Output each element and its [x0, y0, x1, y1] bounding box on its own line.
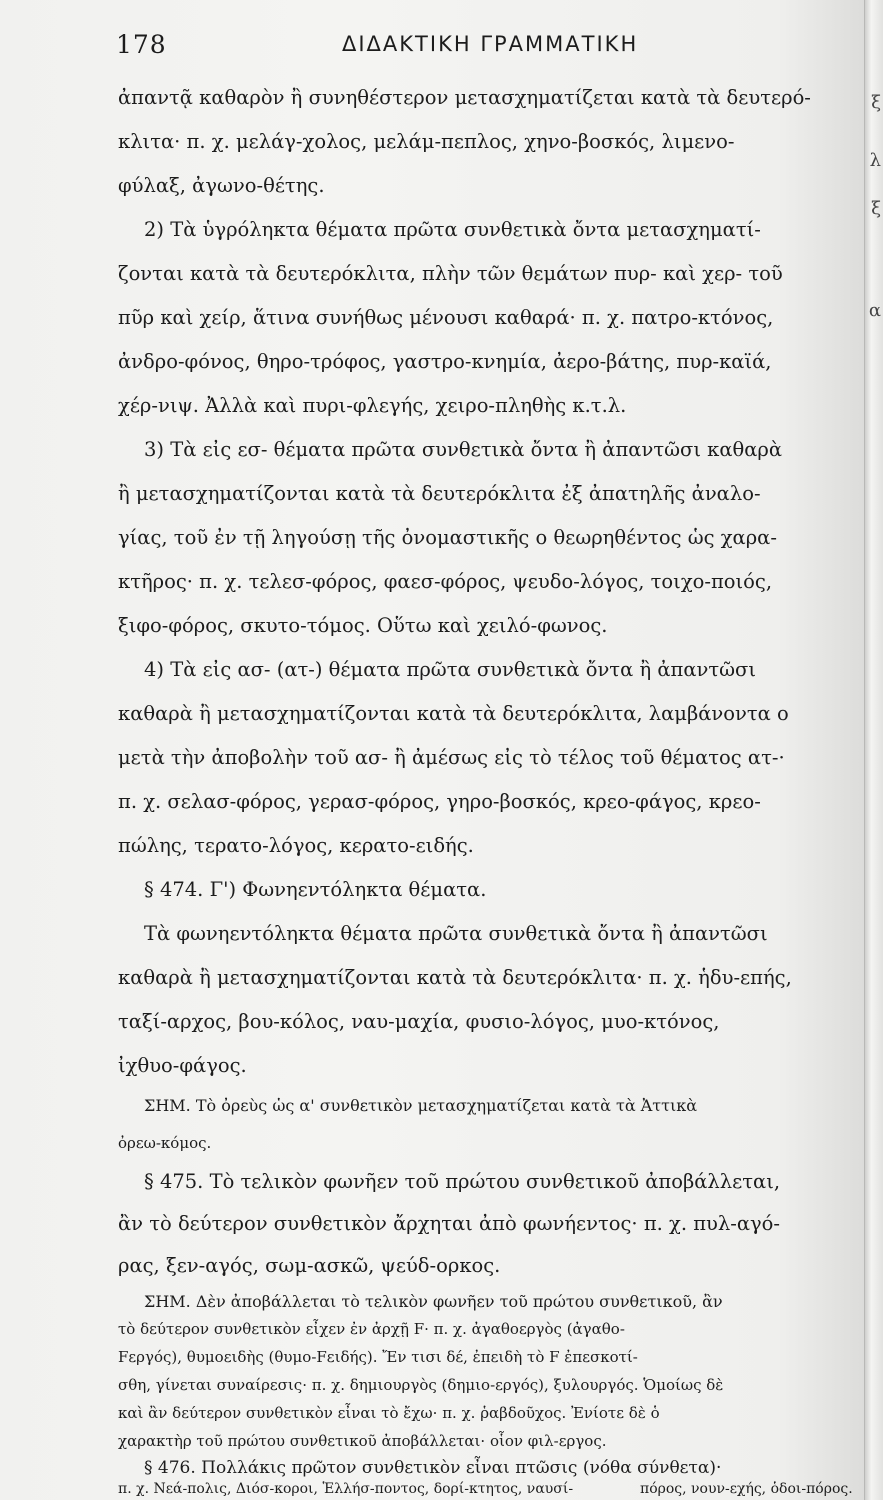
note-line: τὸ δεύτερον συνθετικὸν εἶχεν ἐν ἀρχῇ F· π. χ. ἀγαθοεργὸς (ἀγαθο-	[118, 1320, 625, 1338]
text-line: 2) Τὰ ὑγρόληκτα θέματα πρῶτα συνθετικὰ ὄντα μετασχηματί-	[144, 218, 761, 241]
section-heading: § 475. Τὸ τελικὸν φωνῆεν τοῦ πρώτου συνθετικοῦ ἀποβάλλεται,	[144, 1170, 781, 1193]
text-line: Τὰ φωνηεντόληκτα θέματα πρῶτα συνθετικὰ ὄντα ἢ ἀπαντῶσι	[144, 922, 768, 945]
adjacent-page-edge: ξ λ ξ α	[864, 0, 883, 1500]
note-line: σθη, γίνεται συναίρεσις· π. χ. δημιουργὸς (δημιο-εργός), ξυλουργός. Ὁμοίως δὲ	[118, 1376, 724, 1394]
text-line: γίας, τοῦ ἐν τῇ ληγούσῃ τῆς ὀνομαστικῆς ο θεωρηθέντος ὡς χαρα-	[118, 526, 777, 549]
text-line: πώλης, τερατο-λόγος, κερατο-ειδής.	[118, 834, 474, 857]
page-number: 178	[116, 30, 167, 59]
text-line: ἀπαντᾷ καθαρὸν ἢ συνηθέστερον μετασχηματίζεται κατὰ τὰ δευτερό-	[118, 86, 811, 109]
text-line: ἢ μετασχηματίζονται κατὰ τὰ δευτερόκλιτα ἐξ ἀπατηλῆς ἀναλο-	[118, 482, 761, 505]
text-line: καθαρὰ ἢ μετασχηματίζονται κατὰ τὰ δευτερόκλιτα, λαμβάνοντα ο	[118, 702, 789, 725]
text-line: καθαρὰ ἢ μετασχηματίζονται κατὰ τὰ δευτερόκλιτα· π. χ. ἡδυ-επής,	[118, 966, 792, 989]
text-line: πῦρ καὶ χείρ, ἅτινα συνήθως μένουσι καθαρά· π. χ. πατρο-κτόνος,	[118, 306, 774, 329]
text-line: μετὰ τὴν ἀποβολὴν τοῦ ασ- ἢ ἀμέσως εἰς τὸ τέλος τοῦ θέματος ατ-·	[118, 746, 785, 769]
text-line: ζονται κατὰ τὰ δευτερόκλιτα, πλὴν τῶν θεμάτων πυρ- καὶ χερ- τοῦ	[118, 262, 783, 285]
text-line: ταξί-αρχος, βου-κόλος, ναυ-μαχία, φυσιο-λόγος, μυο-κτόνος,	[118, 1010, 720, 1033]
section-heading: § 474. Γ') Φωνηεντόληκτα θέματα.	[144, 878, 487, 901]
text-line: πόρος, νουν-εχής, ὁδοι-πόρος.	[640, 1481, 853, 1497]
note-line: ΣΗΜ. Δὲν ἀποβάλλεται τὸ τελικὸν φωνῆεν τοῦ πρώτου συνθετικοῦ, ἂν	[144, 1292, 723, 1311]
section-heading: § 476. Πολλάκις πρῶτον συνθετικὸν εἶναι πτῶσις (νόθα σύνθετα)·	[144, 1458, 722, 1478]
text-line: ρας, ξεν-αγός, σωμ-ασκῶ, ψεύδ-ορκος.	[118, 1254, 501, 1277]
text-line: ἂν τὸ δεύτερον συνθετικὸν ἄρχηται ἀπὸ φωνήεντος· π. χ. πυλ-αγό-	[118, 1212, 781, 1235]
note-line: καὶ ἂν δεύτερον συνθετικὸν εἶναι τὸ ἔχω· π. χ. ῥαβδοῦχος. Ἐνίοτε δὲ ὁ	[118, 1404, 660, 1422]
text-line: π. χ. Νεά-πολις, Διόσ-κοροι, Ἑλλήσ-ποντος, δορί-κτητος, ναυσί-	[118, 1481, 574, 1497]
text-line: ξιφο-φόρος, σκυτο-τόμος. Οὕτω καὶ χειλό-φωνος.	[118, 614, 608, 637]
text-line: 3) Τὰ εἰς εσ- θέματα πρῶτα συνθετικὰ ὄντα ἢ ἀπαντῶσι καθαρὰ	[144, 438, 783, 461]
text-line: π. χ. σελασ-φόρος, γερασ-φόρος, γηρο-βοσκός, κρεο-φάγος, κρεο-	[118, 790, 761, 813]
text-line: φύλαξ, ἀγωνο-θέτης.	[118, 174, 325, 197]
note-line: Fεργός), θυμοειδὴς (θυμο-Fειδής). Ἔν τισι δέ, ἐπειδὴ τὸ F ἐπεσκοτί-	[118, 1348, 638, 1366]
text-line: κλιτα· π. χ. μελάγ-χολος, μελάμ-πεπλος, χηνο-βοσκός, λιμενο-	[118, 130, 735, 153]
text-line: ἰχθυο-φάγος.	[118, 1054, 247, 1077]
note-line: ΣΗΜ. Τὸ ὀρεὺς ὡς α' συνθετικὸν μετασχηματίζεται κατὰ τὰ Ἀττικὰ	[144, 1096, 698, 1115]
note-line: ὀρεω-κόμος.	[118, 1134, 212, 1152]
text-line: ἀνδρο-φόνος, θηρο-τρόφος, γαστρο-κνημία, ἀερο-βάτης, πυρ-καϊά,	[118, 350, 772, 373]
text-line: χέρ-νιψ. Ἀλλὰ καὶ πυρι-φλεγής, χειρο-πληθὴς κ.τ.λ.	[118, 394, 627, 417]
note-line: χαρακτὴρ τοῦ πρώτου συνθετικοῦ ἀποβάλλεται· οἷον φιλ-εργος.	[118, 1432, 607, 1450]
text-line: 4) Τὰ εἰς ασ- (ατ-) θέματα πρῶτα συνθετικὰ ὄντα ἢ ἀπαντῶσι	[144, 658, 756, 681]
running-title: ΔΙΔΑΚΤΙΚΗ ΓΡΑΜΜΑΤΙΚΗ	[342, 32, 639, 56]
text-line: κτῆρος· π. χ. τελεσ-φόρος, φαεσ-φόρος, ψευδο-λόγος, τοιχο-ποιός,	[118, 570, 773, 593]
